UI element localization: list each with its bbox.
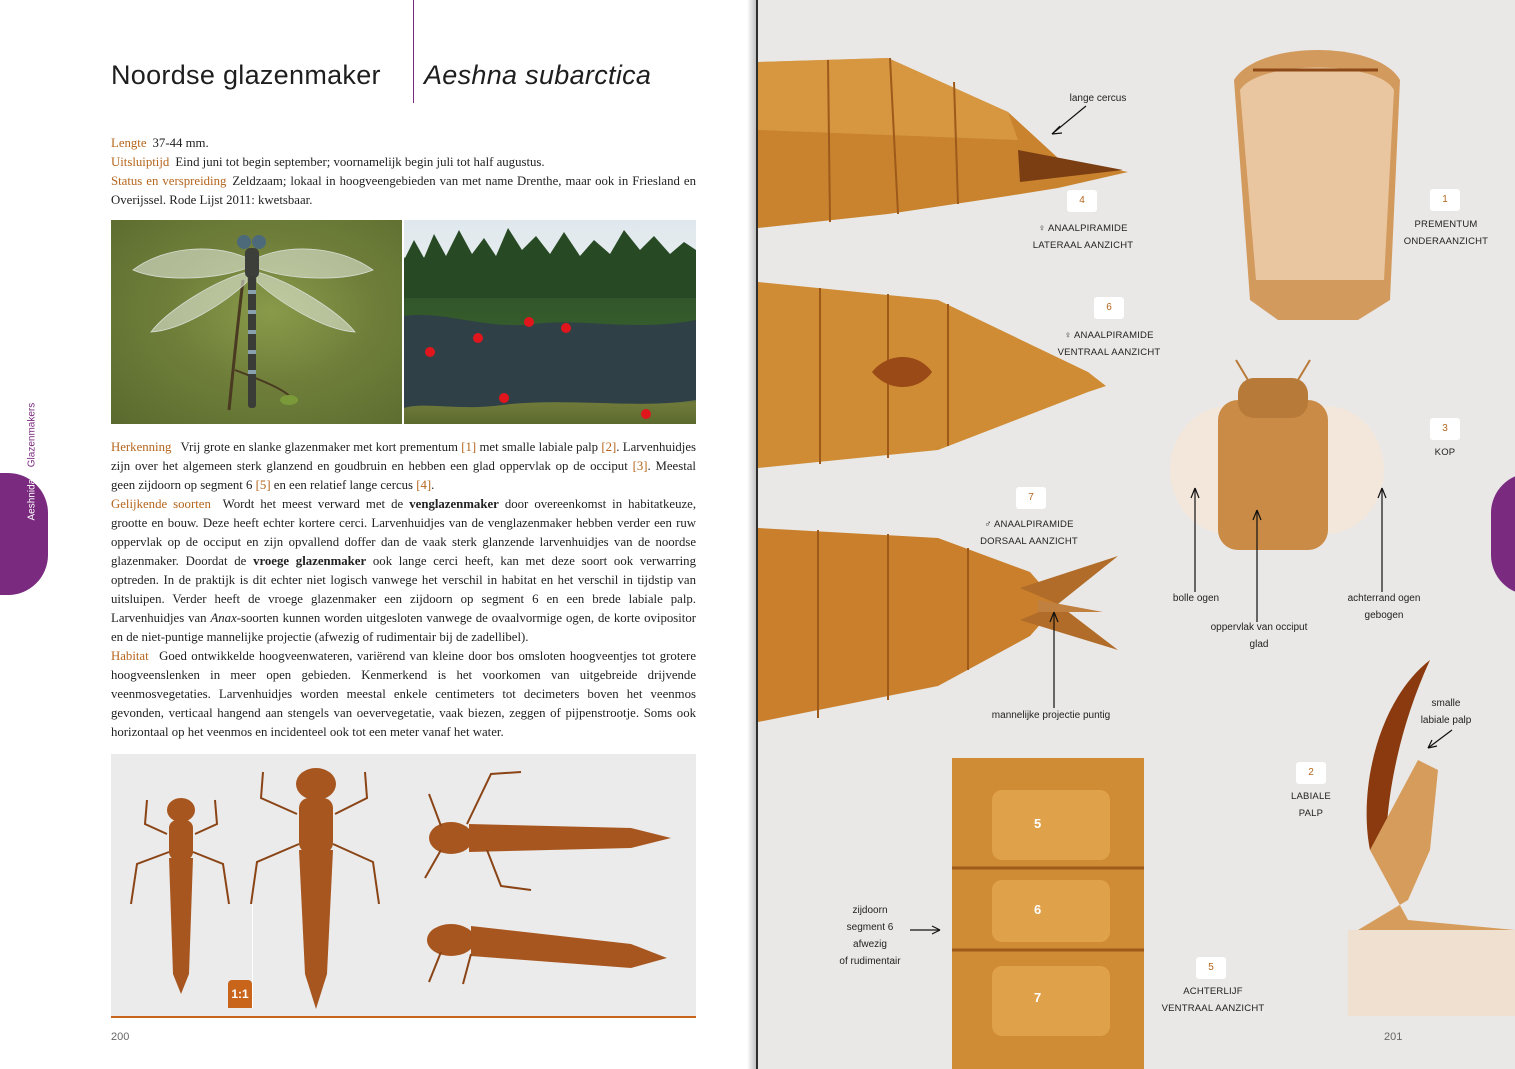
tab-family: Aeshnidae xyxy=(26,473,38,521)
figure-4-caption-line1: ♀ ANAALPIRAMIDE xyxy=(1038,223,1128,234)
annotation-occiput-line2: glad xyxy=(1249,639,1269,650)
figure-5-caption-line2: VENTRAAL AANZICHT xyxy=(1161,1003,1265,1014)
similar-species-paragraph xyxy=(111,495,696,647)
length-value: 37-44 mm. xyxy=(152,136,209,150)
habitat-paragraph xyxy=(111,647,696,742)
recognition-text: en een relatief lange cercus xyxy=(273,478,414,492)
segment-5-label: 5 xyxy=(1034,816,1042,831)
larva-lateral xyxy=(427,924,667,968)
right-page xyxy=(758,0,1515,1069)
emergence-row xyxy=(111,153,696,172)
figure-6-caption xyxy=(1038,327,1180,361)
annotation-achterrand xyxy=(1326,590,1442,624)
annotation-zijdoorn xyxy=(820,902,920,970)
page-number-right: 201 xyxy=(1384,1031,1403,1043)
annotation-zijdoorn-line1: zijdoorn xyxy=(852,905,888,916)
species-description xyxy=(111,438,696,742)
figure-3-specimen xyxy=(1170,360,1384,550)
figure-2-caption xyxy=(1276,788,1346,822)
segment-6-label: 6 xyxy=(1034,902,1042,917)
genus-italic: Anax xyxy=(210,611,237,625)
annotation-occiput xyxy=(1188,619,1330,653)
annotation-smalle-palp-line2: labiale palp xyxy=(1420,715,1472,726)
scale-line xyxy=(252,904,253,1008)
figure-5-specimen xyxy=(952,758,1144,1069)
figure-4-caption-line2: LATERAAL AANZICHT xyxy=(1032,240,1134,251)
habitat-photo xyxy=(404,220,696,424)
figure-1-caption xyxy=(1394,216,1498,250)
figure-5-caption xyxy=(1142,983,1284,1017)
figure-7-specimen xyxy=(758,528,1118,722)
recognition-text: met smalle labiale palp xyxy=(479,440,599,454)
similar-species-label: Gelijkende soorten xyxy=(111,497,211,511)
figure-6-specimen xyxy=(758,282,1106,468)
panel-rule xyxy=(111,1016,696,1018)
figure-6-number: 6 xyxy=(1094,297,1124,319)
figure-5-caption-line1: ACHTERLIJF xyxy=(1183,986,1243,997)
figure-2-caption-line2: PALP xyxy=(1298,808,1324,819)
common-name: Noordse glazenmaker xyxy=(111,60,381,90)
similar-text: ook lange cerci heeft, kan met deze soort ook verwarring optreden. In de praktijk is dit echter niet logisch vanwege het verschil in habitat en het verschil in tijdstip van uitsluipen. Verder heeft de vroege glazenmaker een zijdoorn op segment 6 en een brede labiale palp. Larvenhuidjes van xyxy=(111,554,696,625)
annotation-zijdoorn-line3: afwezig xyxy=(853,939,887,950)
annotation-lange-cercus: lange cercus xyxy=(1069,93,1127,104)
scale-badge: 1:1 xyxy=(228,980,252,1008)
status-row xyxy=(111,172,696,210)
status-value: Zeldzaam; lokaal in hoogveengebieden van met name Drenthe, maar ook in Friesland en Overijssel. Rode Lijst 2011: kwetsbaar. xyxy=(111,174,696,207)
ref-1[interactable]: [1] xyxy=(461,440,477,454)
figure-7-caption xyxy=(958,516,1100,550)
species-title xyxy=(111,60,731,104)
segment-7-label: 7 xyxy=(1034,990,1042,1005)
length-row xyxy=(111,134,696,153)
annotation-mannelijke-projectie: mannelijke projectie puntig xyxy=(991,710,1111,721)
habitat-text: Goed ontwikkelde hoogveenwateren, variërend van kleine door bos omsloten hoogveentjes tot grotere hoogveenslenken in meer open gebieden. Kenmerkend is het voorkomen van uitgebreide drijvende veenmosvegetaties. Larvenhuidjes worden meestal enkele centimeters tot decimeters boven het veenmos gevonden, verticaal hangend aan stengels van oevervegetatie, vaak biezen, zeggen of pijpenstrootje. Soms ook horizontaal op het veenmos en incidenteel ook tot een meter vanaf het water. xyxy=(111,649,696,739)
latin-name: Aeshna subarctica xyxy=(424,60,652,90)
recognition-text: Vrij grote en slanke glazenmaker met kort prementum xyxy=(180,440,458,454)
side-tab-label xyxy=(22,400,36,540)
emergence-value: Eind juni tot begin september; voornamelijk begin juli tot half augustus. xyxy=(175,155,545,169)
annotation-zijdoorn-line4: of rudimentair xyxy=(839,956,901,967)
species-name-bold: vroege glazenmaker xyxy=(253,554,367,568)
larva-dorsal xyxy=(429,822,671,854)
recognition-text: . Larvenhuidjes zijn over het algemeen sterk glanzend en goudbruin en hebben een glad oppervlak op de occiput xyxy=(111,440,696,473)
larva-small xyxy=(167,798,195,994)
larval-skins-photo xyxy=(111,754,696,1016)
similar-text: -soorten kunnen worden uitgesloten vanwege de ovaalvormige ogen, de korte ovipositor en de niet-puntige mannelijke projectie (afwezig of rudimentair bij de zadellibel). xyxy=(111,611,696,644)
larva-large xyxy=(296,768,336,1009)
page-number-left: 200 xyxy=(111,1031,130,1043)
annotation-occiput-line1: oppervlak van occiput xyxy=(1210,622,1308,633)
ref-4[interactable]: [4] xyxy=(416,478,432,492)
habitat-label: Habitat xyxy=(111,649,149,663)
species-name-bold: venglazenmaker xyxy=(409,497,499,511)
figure-6-caption-line2: VENTRAAL AANZICHT xyxy=(1057,347,1161,358)
figure-4-caption xyxy=(1012,220,1154,254)
figure-1-specimen xyxy=(1234,50,1400,320)
figure-1-number: 1 xyxy=(1430,189,1460,211)
adult-dragonfly-photo xyxy=(111,220,402,424)
figure-1-caption-line2: ONDERAANZICHT xyxy=(1403,236,1489,247)
figure-3-number: 3 xyxy=(1430,418,1460,440)
figure-5-number: 5 xyxy=(1196,957,1226,979)
figure-7-caption-line1: ♂ ANAALPIRAMIDE xyxy=(984,519,1074,530)
ref-2[interactable]: [2] xyxy=(601,440,617,454)
recognition-paragraph xyxy=(111,438,696,495)
ref-5[interactable]: [5] xyxy=(255,478,271,492)
figure-7-caption-line2: DORSAAL AANZICHT xyxy=(980,536,1078,547)
length-label: Lengte xyxy=(111,136,147,150)
emergence-label: Uitsluiptijd xyxy=(111,155,170,169)
recognition-text: . xyxy=(431,478,435,492)
annotation-zijdoorn-line2: segment 6 xyxy=(846,922,894,933)
species-info xyxy=(111,134,696,210)
recognition-text: . Meestal geen zijdoorn op segment 6 xyxy=(111,459,696,492)
figure-7-number: 7 xyxy=(1016,487,1046,509)
figure-3-caption: KOP xyxy=(1434,447,1456,458)
tab-group: Glazenmakers xyxy=(26,402,38,468)
annotation-achterrand-line2: gebogen xyxy=(1364,610,1404,621)
status-label: Status en verspreiding xyxy=(111,174,227,188)
left-page xyxy=(0,0,757,1069)
similar-text: door overeenkomst in habitatkeuze, grootte en bouw. Deze heeft echter kortere cerci. Larvenhuidjes van de venglazenmaker hebben verder een ruw oppervlak op de occiput en zijn opvallend doffer dan de vaak sterk glanzende larvenhuidjes van de noordse glazenmaker. Doordat de xyxy=(111,497,697,568)
annotation-smalle-palp-line1: smalle xyxy=(1431,698,1461,709)
figure-4-number: 4 xyxy=(1067,190,1097,212)
figure-2-number: 2 xyxy=(1296,762,1326,784)
recognition-label: Herkenning xyxy=(111,440,172,454)
ref-3[interactable]: [3] xyxy=(632,459,648,473)
figure-2-caption-line1: LABIALE xyxy=(1291,791,1331,802)
similar-text: Wordt het meest verward met de xyxy=(222,497,404,511)
figure-1-caption-line1: PREMENTUM xyxy=(1414,219,1478,230)
figure-6-caption-line1: ♀ ANAALPIRAMIDE xyxy=(1064,330,1154,341)
annotation-achterrand-line1: achterrand ogen xyxy=(1347,593,1421,604)
annotation-bolle-ogen: bolle ogen xyxy=(1172,593,1220,604)
annotation-smalle-palp xyxy=(1406,695,1486,729)
